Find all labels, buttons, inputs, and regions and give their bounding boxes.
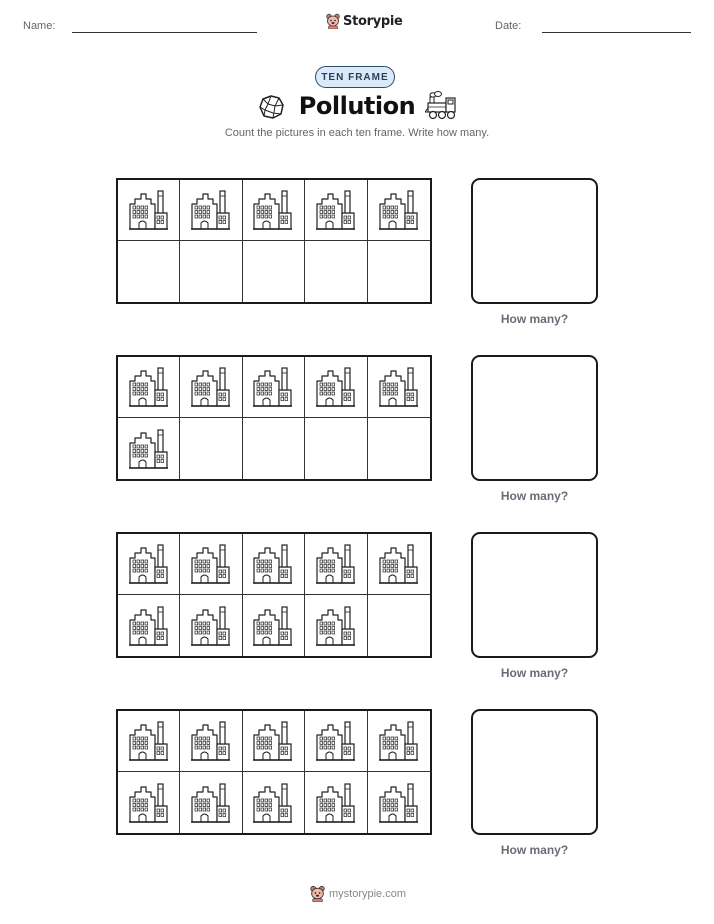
ten-frame-cell	[305, 241, 367, 302]
page-title: Pollution	[298, 92, 416, 120]
ten-frame-cell	[118, 772, 180, 833]
factory-icon	[379, 543, 419, 585]
factory-icon	[191, 189, 231, 231]
factory-icon	[191, 366, 231, 408]
ten-frame-cell	[118, 595, 180, 656]
ten-frame-badge: TEN FRAME	[315, 66, 395, 88]
ten-frame-cell	[243, 180, 305, 241]
factory-icon	[191, 543, 231, 585]
factory-icon	[253, 543, 293, 585]
how-many-label-2: How many?	[500, 489, 569, 503]
date-line[interactable]	[542, 32, 691, 33]
ten-frame-1	[116, 178, 432, 304]
ten-frame-cell	[368, 772, 430, 833]
ten-frame-cell	[368, 711, 430, 772]
factory-icon	[129, 428, 169, 470]
ten-frame-cell	[118, 534, 180, 595]
factory-icon	[316, 720, 356, 762]
ten-frame-cell	[180, 534, 242, 595]
ten-frame-cell	[243, 711, 305, 772]
ten-frame-cell	[118, 418, 180, 479]
ten-frame-cell	[368, 357, 430, 418]
ten-frame-cell	[180, 772, 242, 833]
factory-icon	[379, 720, 419, 762]
ten-frame-4	[116, 709, 432, 835]
factory-icon	[191, 605, 231, 647]
factory-icon	[253, 189, 293, 231]
factory-icon	[316, 605, 356, 647]
ten-frame-cell	[305, 595, 367, 656]
factory-icon	[129, 543, 169, 585]
ten-frame-cell	[243, 357, 305, 418]
ten-frame-cell	[118, 241, 180, 302]
answer-box-2[interactable]	[471, 355, 598, 481]
name-line[interactable]	[72, 32, 257, 33]
ten-frame-cell	[305, 534, 367, 595]
answer-box-4[interactable]	[471, 709, 598, 835]
factory-icon	[316, 543, 356, 585]
ten-frame-cell	[243, 418, 305, 479]
ten-frame-cell	[180, 180, 242, 241]
factory-icon	[129, 605, 169, 647]
ten-frame-cell	[243, 534, 305, 595]
how-many-label-1: How many?	[500, 312, 569, 326]
factory-icon	[253, 782, 293, 824]
factory-icon	[316, 366, 356, 408]
ten-frame-cell	[118, 711, 180, 772]
ten-frame-2	[116, 355, 432, 481]
ten-frame-cell	[368, 595, 430, 656]
ten-frame-cell	[243, 595, 305, 656]
factory-icon	[253, 720, 293, 762]
ten-frame-cell	[305, 711, 367, 772]
ten-frame-cell	[180, 711, 242, 772]
answer-box-1[interactable]	[471, 178, 598, 304]
brand-name: Storypie	[343, 13, 403, 29]
name-label: Name:	[23, 20, 56, 32]
date-label: Date:	[495, 20, 522, 32]
bear-logo-icon	[326, 13, 340, 29]
ten-frame-cell	[305, 180, 367, 241]
ten-frame-cell	[305, 772, 367, 833]
ten-frame-cell	[368, 180, 430, 241]
factory-icon	[129, 782, 169, 824]
factory-icon	[379, 782, 419, 824]
ten-frame-cell	[180, 357, 242, 418]
factory-icon	[129, 720, 169, 762]
factory-icon	[253, 605, 293, 647]
ten-frame-cell	[243, 772, 305, 833]
factory-icon	[316, 189, 356, 231]
ten-frame-cell	[243, 241, 305, 302]
ten-frame-cell	[368, 534, 430, 595]
factory-icon	[379, 366, 419, 408]
factory-icon	[129, 366, 169, 408]
ten-frame-cell	[305, 357, 367, 418]
ten-frame-cell	[368, 241, 430, 302]
steam-train-icon	[425, 91, 457, 121]
answer-box-3[interactable]	[471, 532, 598, 658]
ten-frame-cell	[118, 357, 180, 418]
factory-icon	[129, 189, 169, 231]
ten-frame-cell	[180, 595, 242, 656]
how-many-label-4: How many?	[500, 843, 569, 857]
factory-icon	[316, 782, 356, 824]
factory-icon	[191, 720, 231, 762]
factory-icon	[191, 782, 231, 824]
bear-logo-icon	[310, 885, 325, 902]
ten-frame-cell	[180, 418, 242, 479]
factory-icon	[253, 366, 293, 408]
footer-url: mystorypie.com	[329, 887, 407, 900]
how-many-label-3: How many?	[500, 666, 569, 680]
ten-frame-cell	[118, 180, 180, 241]
ten-frame-cell	[368, 418, 430, 479]
ten-frame-cell	[180, 241, 242, 302]
instructions: Count the pictures in each ten frame. Write how many.	[224, 127, 490, 139]
ten-frame-cell	[305, 418, 367, 479]
ten-frame-3	[116, 532, 432, 658]
factory-icon	[379, 189, 419, 231]
footer	[310, 885, 406, 902]
brand-logo	[326, 13, 403, 29]
